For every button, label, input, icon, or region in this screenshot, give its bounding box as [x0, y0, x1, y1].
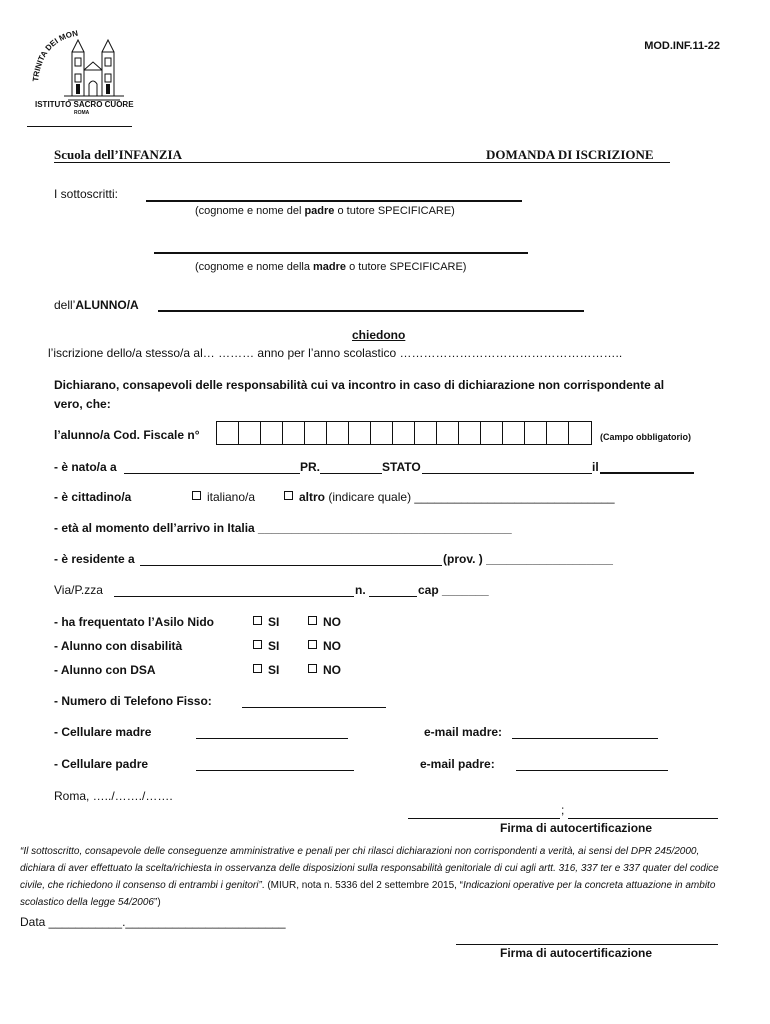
logo-city: ROMA: [74, 110, 90, 116]
resident-city-field[interactable]: [140, 565, 442, 566]
logo-school-name: ISTITUTO SACRO CUORE: [35, 100, 134, 109]
nursery-no[interactable]: NO: [308, 615, 341, 629]
father-email-field[interactable]: [516, 770, 668, 771]
fiscal-code-cell[interactable]: [305, 422, 327, 444]
fiscal-code-note: (Campo obbligatorio): [600, 432, 691, 442]
father-mobile-label: - Cellulare padre: [54, 757, 149, 771]
landline-label: - Numero di Telefono Fisso:: [54, 694, 212, 708]
born-state-field[interactable]: [422, 473, 592, 474]
form-code: MOD.INF.11-22: [644, 40, 720, 52]
form-title: DOMANDA DI ISCRIZIONE: [486, 147, 654, 162]
declaration-line-2: vero, che:: [54, 397, 111, 411]
resident-label: - è residente a: [54, 552, 135, 566]
checkbox-icon[interactable]: [253, 640, 262, 649]
request-text: l’iscrizione dello/a stesso/a al… ……… anno per l’anno scolastico ………………………………………………..: [48, 346, 623, 360]
signature-label-2: Firma di autocertificazione: [500, 946, 653, 960]
mother-email-field[interactable]: [512, 738, 658, 739]
fiscal-code-cell[interactable]: [239, 422, 261, 444]
fiscal-code-cell[interactable]: [327, 422, 349, 444]
place-date: Roma, …../……./…….: [54, 789, 173, 803]
dsa-label: - Alunno con DSA: [54, 663, 156, 677]
mother-caption: (cognome e nome della madre o tutore SPECIFICARE): [195, 261, 467, 273]
father-mobile-field[interactable]: [196, 770, 354, 771]
father-email-label: e-mail padre:: [420, 757, 495, 771]
signature-field-2[interactable]: [568, 818, 718, 819]
legal-disclaimer: “Il sottoscritto, consapevole delle conseguenze amministrative e penali per chi rilasci dichiarazioni non corrispondenti a verità, ai sensi del DPR 245/2000, dichiara di aver effettuato la scelta/richiesta in osservanza delle disposizioni sulla responsabilità genitoriale di cui agli artt. 316, 337 ter e 337 quater del codice civile, che richiedono il consenso di entrambi i genitori”. (MIUR, nota n. 5336 del 2 settembre 2015, “Indicazioni operative per la concreta attuazione in ambito scolastico della legge 54/2006”): [20, 846, 719, 908]
born-date-field[interactable]: [600, 472, 694, 474]
school-level: Scuola dell’INFANZIA: [54, 147, 182, 162]
fiscal-code-cell[interactable]: [437, 422, 459, 444]
fiscal-code-cell[interactable]: [525, 422, 547, 444]
arrival-age-label: - età al momento dell’arrivo in Italia ______________________________________: [54, 521, 512, 535]
street-number-field[interactable]: [369, 596, 417, 597]
disability-no[interactable]: NO: [308, 639, 341, 653]
fiscal-code-cell[interactable]: [415, 422, 437, 444]
signature-field-1[interactable]: [408, 818, 560, 819]
street-number-label: n.: [355, 583, 366, 597]
fiscal-code-boxes[interactable]: [216, 421, 592, 445]
father-name-field[interactable]: [146, 200, 522, 202]
logo-underline: [27, 126, 132, 127]
landline-field[interactable]: [242, 707, 386, 708]
student-name-field[interactable]: [158, 310, 584, 312]
signature-field-final[interactable]: [456, 944, 718, 945]
fiscal-code-cell[interactable]: [393, 422, 415, 444]
born-state-label: STATO: [382, 460, 421, 474]
checkbox-icon[interactable]: [308, 616, 317, 625]
dsa-no[interactable]: NO: [308, 663, 341, 677]
logo-arc-text: TRINITA DEI MON: [31, 30, 79, 83]
street-label: Via/P.zza: [54, 583, 103, 597]
street-field[interactable]: [114, 596, 354, 597]
checkbox-icon[interactable]: [192, 491, 201, 500]
mother-mobile-field[interactable]: [196, 738, 348, 739]
checkbox-icon[interactable]: [308, 664, 317, 673]
born-label: - è nato/a a: [54, 460, 117, 474]
fiscal-code-cell[interactable]: [459, 422, 481, 444]
signers-label: I sottoscritti:: [54, 187, 119, 201]
father-caption: (cognome e nome del padre o tutore SPECIFICARE): [195, 205, 455, 217]
mother-name-field[interactable]: [154, 252, 528, 254]
fiscal-code-cell[interactable]: [503, 422, 525, 444]
citizenship-label: - è cittadino/a: [54, 490, 132, 504]
title-underline: [54, 162, 670, 163]
fiscal-code-label: l’alunno/a Cod. Fiscale n°: [54, 428, 200, 442]
born-pr-field[interactable]: [320, 473, 382, 474]
fiscal-code-cell[interactable]: [547, 422, 569, 444]
nursery-label: - ha frequentato l’Asilo Nido: [54, 615, 215, 629]
checkbox-icon[interactable]: [284, 491, 293, 500]
fiscal-code-cell[interactable]: [283, 422, 305, 444]
born-pr-label: PR.: [300, 460, 321, 474]
declaration-line-1: Dichiarano, consapevoli delle responsabilità cui va incontro in caso di dichiarazione non corrispondente al: [54, 378, 665, 392]
request-verb: chiedono: [352, 328, 406, 342]
mother-email-label: e-mail madre:: [424, 725, 503, 739]
fiscal-code-cell[interactable]: [217, 422, 239, 444]
fiscal-code-cell[interactable]: [371, 422, 393, 444]
fiscal-code-cell[interactable]: [349, 422, 371, 444]
checkbox-icon[interactable]: [253, 664, 262, 673]
dsa-yes[interactable]: SI: [253, 663, 279, 677]
student-label: dell’ALUNNO/A: [54, 298, 139, 312]
date-field[interactable]: Data ___________.________________________: [20, 915, 286, 929]
mother-mobile-label: - Cellulare madre: [54, 725, 152, 739]
fiscal-code-cell[interactable]: [569, 422, 591, 444]
born-date-label: il: [592, 460, 599, 474]
citizenship-italian[interactable]: italiano/a: [192, 490, 255, 504]
postcode-label: cap _______: [418, 583, 489, 597]
fiscal-code-cell[interactable]: [481, 422, 503, 444]
checkbox-icon[interactable]: [253, 616, 262, 625]
signature-label-1: Firma di autocertificazione: [500, 821, 653, 835]
resident-prov: (prov. ) ___________________: [443, 552, 613, 566]
nursery-yes[interactable]: SI: [253, 615, 279, 629]
svg-text:TRINITA DEI MONTI: [28, 30, 79, 82]
checkbox-icon[interactable]: [308, 640, 317, 649]
born-city-field[interactable]: [124, 473, 300, 474]
citizenship-other[interactable]: altro (indicare quale) ______________________________: [284, 490, 615, 504]
disability-label: - Alunno con disabilità: [54, 639, 183, 653]
fiscal-code-cell[interactable]: [261, 422, 283, 444]
disability-yes[interactable]: SI: [253, 639, 279, 653]
signature-separator: ;: [561, 803, 565, 817]
